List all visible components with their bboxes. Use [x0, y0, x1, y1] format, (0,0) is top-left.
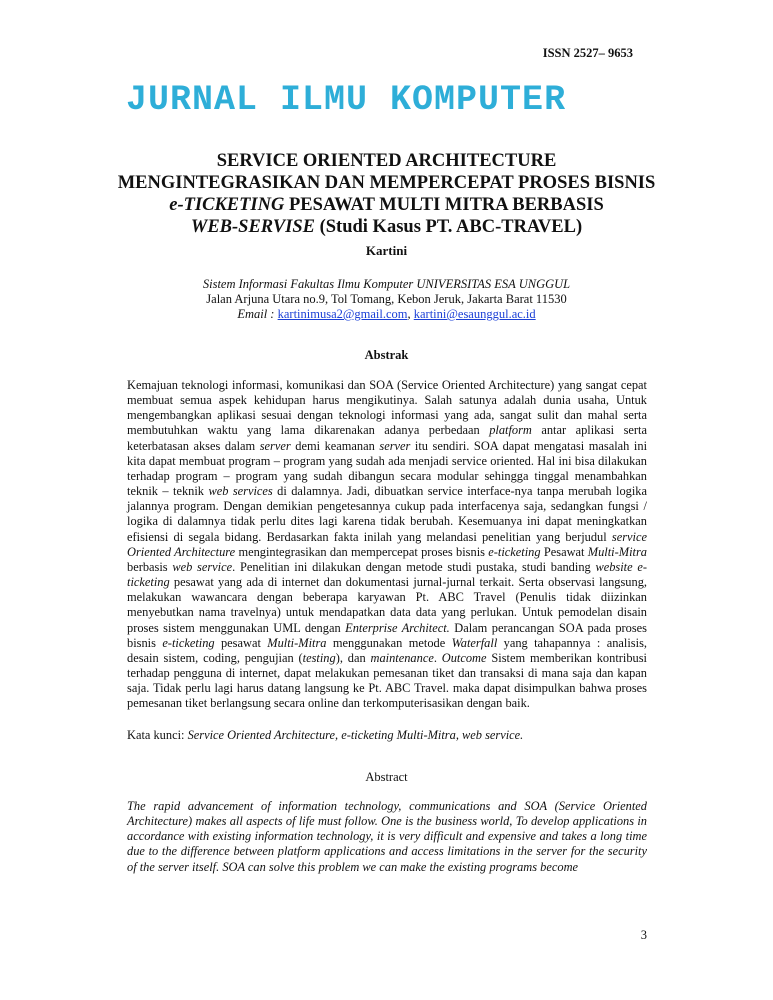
abstrak-body [127, 378, 647, 711]
affiliation-institution: Sistem Informasi Fakultas Ilmu Komputer UNIVERSITAS ESA UNGGUL [202, 277, 571, 291]
keywords-label: Kata kunci: [127, 728, 188, 742]
abstrak-emphasis: service Oriented Architecture [127, 529, 647, 559]
title-line-4-rest: (Studi Kasus PT. ABC-TRAVEL) [314, 217, 583, 237]
abstrak-text: pesawat [214, 635, 268, 650]
abstrak-text: Sistem memberikan kontribusi terhadap pengguna di internet, dapat melakukan pemesanan tiket dan transaksi di mana saja dan kapan saja. Tidak perlu lagi harus datang langsung ke Pt. ABC Travel. maka dapat disimpulkan bahwa proses pemesanan tiket berlangsung secara online dan terkomputerisasikan dengan baik. [127, 650, 647, 711]
abstrak-text: . [433, 650, 442, 665]
title-line-2: MENGINTEGRASIKAN DAN MEMPERCEPAT PROSES BISNIS [117, 173, 656, 193]
page-number: 3 [640, 928, 647, 942]
title-line-1: SERVICE ORIENTED ARCHITECTURE [216, 151, 557, 171]
keywords [127, 728, 647, 743]
abstrak-emphasis: Waterfall [451, 635, 498, 650]
abstrak-text: itu sendiri. SOA dapat mengatasi masalah ini kita dapat membuat program – program yang sudah ada menjadi service oriented. Hal ini bisa dilakukan terhadap program – program yang sudah dibangun secara modular sehingga tinggal menambahkan teknik – teknik [127, 438, 648, 499]
abstrak-emphasis: testing [302, 650, 336, 665]
abstrak-emphasis: Multi-Mitra [587, 544, 647, 559]
abstrak-text: ), dan [335, 650, 371, 665]
abstrak-text: yang tahapannya : analisis, desain sistem, coding, pengujian ( [127, 635, 647, 665]
abstrak-emphasis: web services [208, 484, 273, 499]
abstrak-emphasis: Multi-Mitra [267, 635, 327, 650]
abstract-heading: Abstract [365, 770, 408, 784]
abstrak-text: Pesawat [540, 544, 588, 559]
abstrak-text: pesawat yang ada di internet dan dokumentasi jurnal-jurnal terkait. Serta observasi langsung, melakukan wawancara dengan beberapa karyawan Pt. ABC Travel (Penulis tidak diizinkan menyebutkan nama travelnya) untuk mendapatkan data data yang perlukan. Untuk pemodelan disain proses sistem menggunakan UML dengan [127, 575, 647, 635]
title-eticketing: e-TICKETING [169, 195, 285, 215]
email-label: Email : [237, 307, 278, 321]
abstrak-text: berbasis [127, 559, 173, 574]
author-name: Kartini [365, 243, 408, 258]
abstrak-text: . Penelitian ini dilakukan dengan metode studi pustaka, studi banding [232, 559, 596, 574]
journal-name: JURNAL ILMU KOMPUTER [126, 80, 567, 120]
abstract-english-body: The rapid advancement of information technology, communications and SOA (Service Oriented Architecture) makes all aspects of life must follow. One is the business world, To develop applications in accordance with existing information technology, it is very difficult and expensive and takes a long time due to the difference between platform applications and access limitations in the server for the security of the server itself. SOA can solve this problem we can make the existing programs become [127, 799, 647, 874]
abstrak-paragraph [127, 378, 647, 711]
abstrak-emphasis: e-ticketing [488, 544, 541, 559]
title-line-3 [0, 194, 773, 216]
abstrak-emphasis: server [259, 438, 291, 453]
abstrak-text: Dalam perancangan SOA pada proses bisnis [127, 620, 647, 650]
abstrak-text: menggunakan metode [326, 635, 452, 650]
abstrak-text: di dalamnya. Jadi, dibuatkan service interface-nya tanpa merubah logika jalannya program. Dengan demikian pengetesannya cukup pada interfacenya saja, sedangkan fungsi / logika di dalamnya tidak perlu dites lagi karena tidak berubah. Kesemuanya ini dapat meningkatkan efisiensi di segala bidang. Berdasarkan fakta inilah yang melandasi penelitian yang berjudul [127, 484, 648, 544]
abstrak-emphasis: server [379, 438, 411, 453]
abstrak-text: Kemajuan teknologi informasi, komunikasi dan SOA (Service Oriented Architecture) yang sangat cepat membuat semua aspek kehidupan harus mengikutinya. Salah satunya adalah dunia usaha, Untuk mengembangkan aplikasi sesuai dengan teknologi informasi yang ada, sangat sulit dan mahal serta membutuhkan waktu yang lama dikarenakan adanya perbedaan [127, 378, 647, 438]
abstrak-emphasis: platform [489, 423, 532, 438]
abstrak-text: antar aplikasi serta keterbatasan akses dalam [127, 423, 647, 453]
abstrak-emphasis: website e-ticketing [127, 559, 647, 590]
abstrak-emphasis: Outcome [441, 650, 487, 665]
abstrak-heading: Abstrak [364, 348, 409, 362]
abstrak-emphasis: e-ticketing [162, 635, 215, 650]
email-separator: , [407, 307, 414, 321]
abstrak-emphasis: maintenance [370, 650, 434, 665]
title-webservise: WEB-SERVISE [190, 217, 315, 237]
abstrak-emphasis: Enterprise Architect. [345, 620, 450, 635]
affiliation-email [0, 307, 773, 322]
title-line-3-rest: PESAWAT MULTI MITRA BERBASIS [284, 195, 604, 215]
email-link-2[interactable]: kartini@esaunggul.ac.id [413, 307, 536, 321]
abstrak-emphasis: web service [172, 559, 233, 574]
email-link-1[interactable]: kartinimusa2@gmail.com [277, 307, 408, 321]
abstrak-text: mengintegrasikan dan mempercepat proses bisnis [235, 544, 489, 559]
issn-label: ISSN 2527– 9653 [542, 46, 633, 60]
title-line-4 [0, 216, 773, 238]
abstrak-text: demi keamanan [290, 438, 380, 453]
affiliation-address: Jalan Arjuna Utara no.9, Tol Tomang, Kebon Jeruk, Jakarta Barat 11530 [206, 292, 567, 306]
keywords-value: Service Oriented Architecture, e-ticketing Multi-Mitra, web service. [187, 728, 524, 742]
